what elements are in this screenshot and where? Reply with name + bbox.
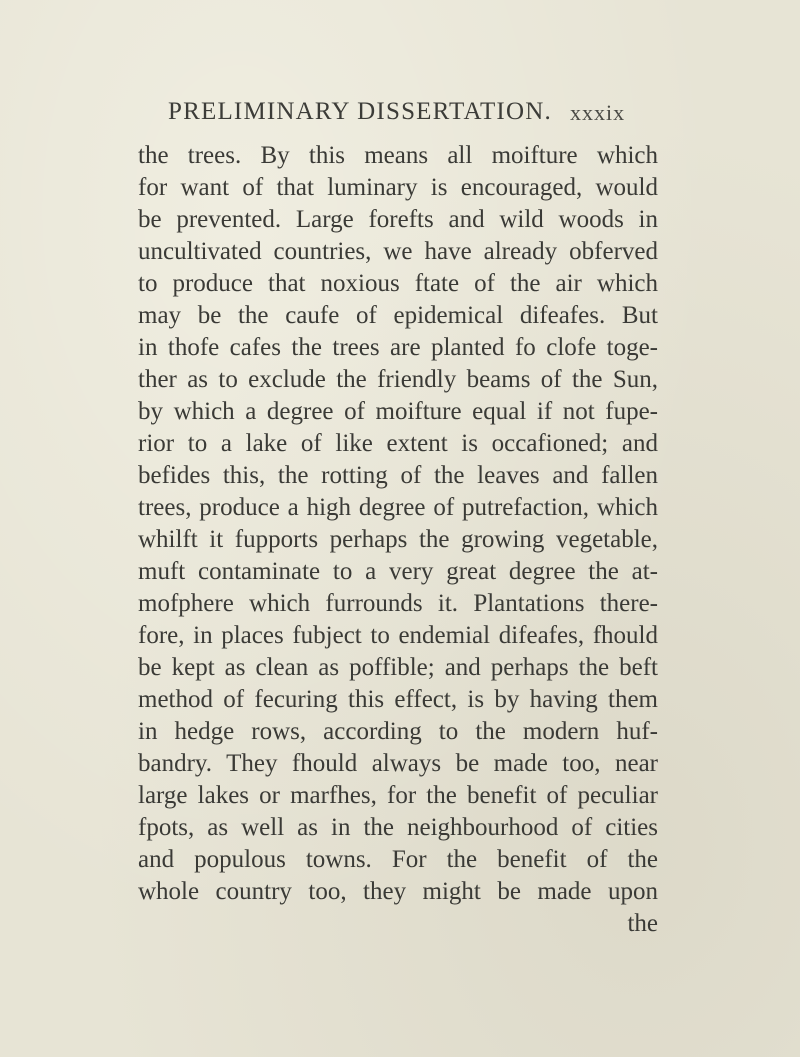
text-line: muft contaminate to a very great degree the at- (138, 558, 658, 585)
text-line: mofphere which furrounds it. Plantations there- (138, 590, 658, 617)
text-line: ther as to exclude the friendly beams of the Sun, (138, 366, 658, 393)
text-line: to produce that noxious ftate of the air which (138, 270, 658, 297)
text-line: large lakes or marfhes, for the benefit of peculiar (138, 782, 658, 809)
text-line: fore, in places fubject to endemial difeafes, fhould (138, 622, 658, 649)
text-line: trees, produce a high degree of putrefaction, which (138, 494, 658, 521)
text-line: whilft it fupports perhaps the growing vegetable, (138, 526, 658, 553)
text-line: for want of that luminary is encouraged, would (138, 174, 658, 201)
text-line: method of fecuring this effect, is by having them (138, 686, 658, 713)
text-line: and populous towns. For the benefit of the (138, 846, 658, 873)
text-line: whole country too, they might be made upon (138, 878, 658, 905)
text-line: in hedge rows, according to the modern huf- (138, 718, 658, 745)
text-line: bandry. They fhould always be made too, near (138, 750, 658, 777)
text-line: be prevented. Large forefts and wild woods in (138, 206, 658, 233)
text-line: uncultivated countries, we have already obferved (138, 238, 658, 265)
running-head (168, 98, 688, 138)
body-text (138, 140, 658, 940)
text-line: the trees. By this means all moifture which (138, 142, 658, 169)
text-line: be kept as clean as poffible; and perhaps the beft (138, 654, 658, 681)
text-line: may be the caufe of epidemical difeafes. But (138, 302, 658, 329)
catchword: the (627, 910, 658, 937)
text-line: in thofe cafes the trees are planted fo clofe toge- (138, 334, 658, 361)
text-line: by which a degree of moifture equal if not fupe- (138, 398, 658, 425)
running-title: PRELIMINARY DISSERTATION. (168, 98, 552, 125)
text-line: fpots, as well as in the neighbourhood of cities (138, 814, 658, 841)
text-line: befides this, the rotting of the leaves and fallen (138, 462, 658, 489)
text-line: rior to a lake of like extent is occafioned; and (138, 430, 658, 457)
page-number: xxxix (570, 100, 626, 125)
